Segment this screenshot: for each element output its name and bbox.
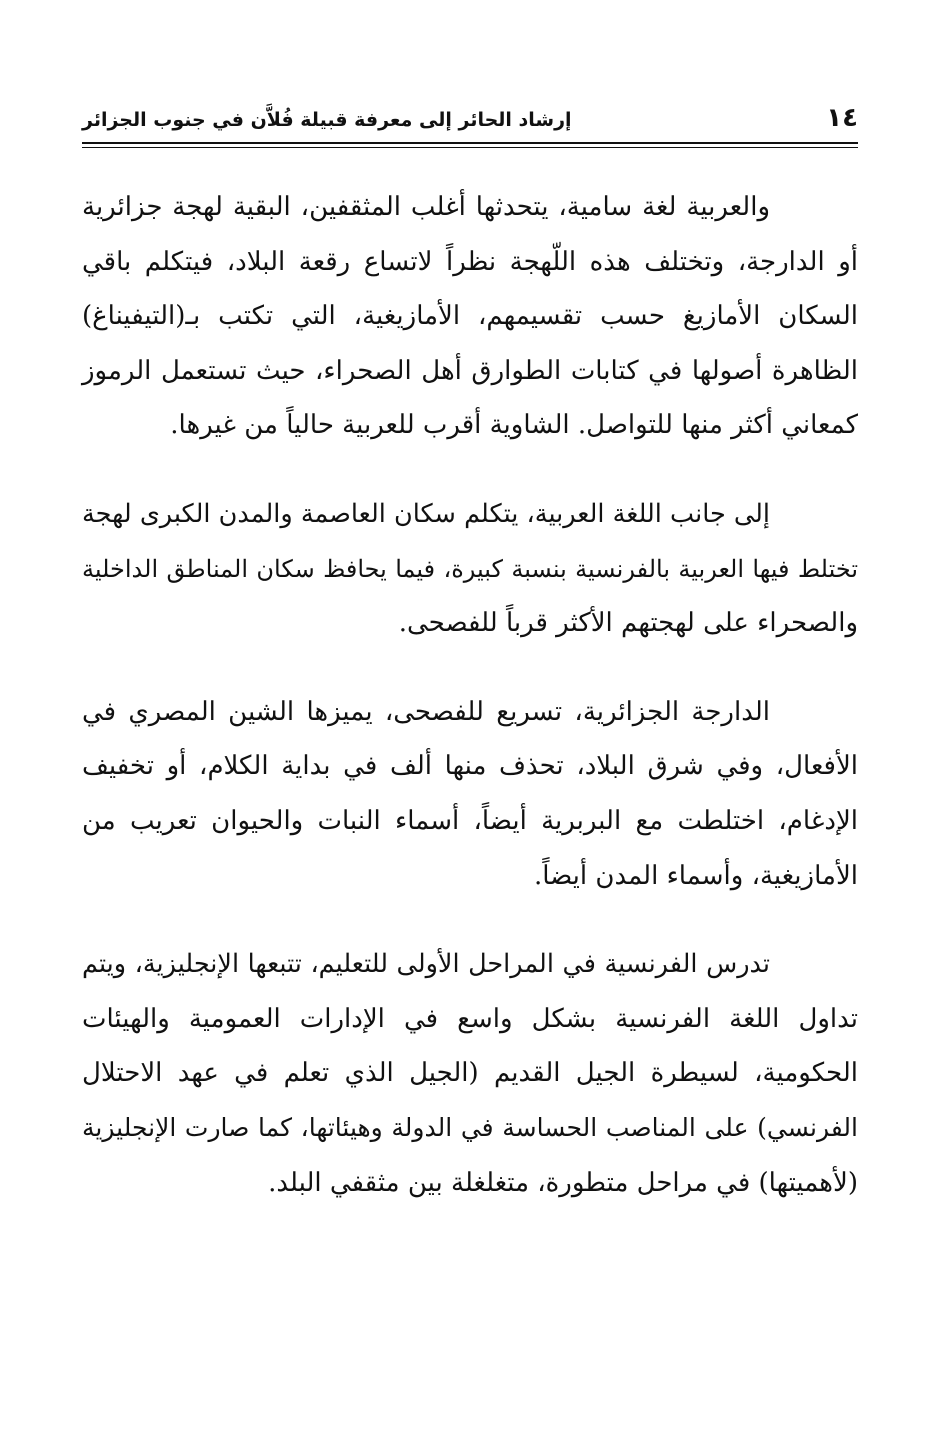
paragraph-line: السكان الأمازيغ حسب تقسيمهم، الأمازيغية، التي تكتب بـ(التيفيناغ)	[82, 301, 858, 332]
paragraph-line: الدارجة الجزائرية، تسريع للفصحى، يميزها الشين المصري في	[82, 696, 770, 727]
paragraph-line: والصحراء على لهجتهم الأكثر قرباً للفصحى.	[398, 608, 858, 639]
paragraph-line: الأفعال، وفي شرق البلاد، تحذف منها ألف في بداية الكلام، أو تخفيف	[82, 751, 858, 782]
running-header-title: إرشاد الحائر إلى معرفة قبيلة فُلاَّن في جنوب الجزائر	[82, 109, 572, 131]
paragraph-line: الحكومية، لسيطرة الجيل القديم (الجيل الذي تعلم في عهد الاحتلال	[82, 1058, 858, 1089]
paragraph-line: تختلط فيها العربية بالفرنسية بنسبة كبيرة، فيما يحافظ سكان المناطق الداخلية	[82, 554, 858, 583]
paragraph-line: (لأهميتها) في مراحل متطورة، متغلغلة بين مثقفي البلد.	[268, 1167, 858, 1198]
paragraph-3	[82, 685, 858, 903]
paragraph-line: الأمازيغية، وأسماء المدن أيضاً.	[533, 860, 858, 891]
paragraph-line: الإدغام، اختلطت مع البربرية أيضاً، أسماء النبات والحيوان تعريب من	[82, 805, 858, 836]
paragraph-1	[82, 180, 858, 453]
paragraph-line: تدرس الفرنسية في المراحل الأولى للتعليم، تتبعها الإنجليزية، ويتم	[82, 949, 770, 980]
paragraph-4	[82, 937, 858, 1210]
paragraph-line: الظاهرة أصولها في كتابات الطوارق أهل الصحراء، حيث تستعمل الرموز	[82, 355, 858, 386]
paragraph-line: كمعاني أكثر منها للتواصل. الشاوية أقرب للعربية حالياً من غيرها.	[170, 410, 858, 441]
body-text	[82, 180, 858, 1244]
running-header	[82, 96, 858, 142]
paragraph-line: الفرنسي) على المناصب الحساسة في الدولة وهيئاتها، كما صارت الإنجليزية	[82, 1112, 858, 1142]
header-rule-thick	[82, 142, 858, 144]
paragraph-line: تداول اللغة الفرنسية بشكل واسع في الإدارات العمومية والهيئات	[82, 1003, 858, 1034]
page-number: ١٤	[826, 103, 858, 133]
header-rule-thin	[82, 147, 858, 148]
paragraph-line: أو الدارجة، وتختلف هذه اللّهجة نظراً لاتساع رقعة البلاد، فيتكلم باقي	[82, 246, 858, 277]
paragraph-line: إلى جانب اللغة العربية، يتكلم سكان العاصمة والمدن الكبرى لهجة	[82, 498, 770, 529]
paragraph-2	[82, 487, 858, 651]
paragraph-line: والعربية لغة سامية، يتحدثها أغلب المثقفين، البقية لهجة جزائرية	[82, 192, 770, 222]
